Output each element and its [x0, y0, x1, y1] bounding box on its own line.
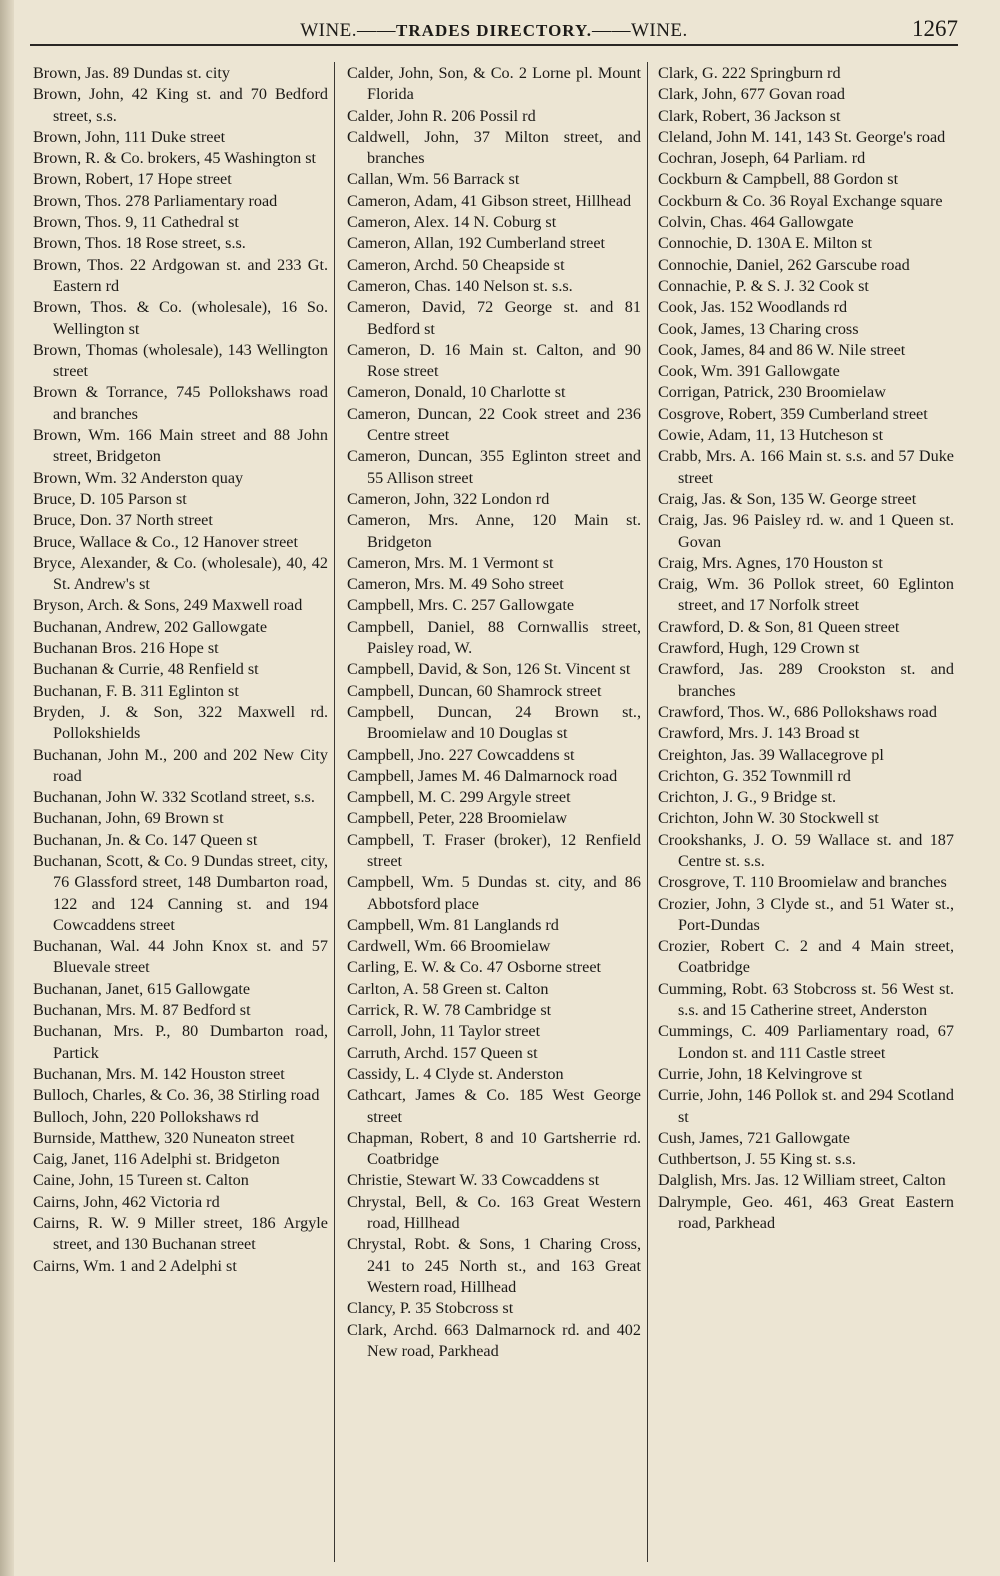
- directory-entry: Brown & Torrance, 745 Pollokshaws road and branches: [33, 383, 328, 423]
- directory-entry: Carling, E. W. & Co. 47 Osborne street: [347, 958, 602, 977]
- directory-entry: Buchanan, Jn. & Co. 147 Queen st: [33, 830, 258, 849]
- directory-entry: Bulloch, Charles, & Co. 36, 38 Stirling road: [33, 1086, 320, 1105]
- header-directory-title: TRADES DIRECTORY.: [396, 21, 592, 40]
- directory-entry: Cush, James, 721 Gallowgate: [658, 1128, 850, 1147]
- directory-entry: Cosgrove, Robert, 359 Cumberland street: [658, 404, 928, 423]
- directory-entry: Cook, James, 84 and 86 W. Nile street: [658, 340, 906, 359]
- directory-entry: Brown, Thos. 9, 11 Cathedral st: [33, 213, 239, 232]
- directory-entry: Campbell, Daniel, 88 Cornwallis street, Paisley road, W.: [347, 617, 641, 658]
- directory-entry: Crawford, Jas. 289 Crookston st. and branches: [658, 660, 954, 700]
- directory-entry: Campbell, Duncan, 60 Shamrock street: [347, 681, 602, 700]
- directory-entry: Carroll, John, 11 Taylor street: [347, 1022, 541, 1041]
- directory-entry: Chrystal, Bell, & Co. 163 Great Western road, Hillhead: [347, 1192, 641, 1233]
- directory-entry: Craig, Jas. & Son, 135 W. George street: [658, 489, 917, 508]
- directory-entry: Chrystal, Robt. & Sons, 1 Charing Cross, 241 to 245 North st., and 163 Great Western road, Hillhead: [347, 1235, 641, 1296]
- directory-entry: Cathcart, James & Co. 185 West George street: [347, 1086, 641, 1126]
- header-right-word: WINE.: [630, 20, 688, 41]
- directory-entry: Cleland, John M. 141, 143 St. George's road: [658, 127, 946, 146]
- directory-entry: Cameron, Duncan, 22 Cook street and 236 Centre street: [347, 404, 641, 445]
- directory-entry: Cook, James, 13 Charing cross: [658, 319, 859, 338]
- directory-entry: Buchanan, Janet, 615 Gallowgate: [33, 979, 251, 998]
- directory-entry: Buchanan, Mrs. M. 87 Bedford st: [33, 1001, 251, 1020]
- directory-entry: Cowie, Adam, 11, 13 Hutcheson st: [658, 426, 884, 445]
- directory-entry: Buchanan, John, 69 Brown st: [33, 809, 224, 828]
- directory-entry: Cameron, Donald, 10 Charlotte st: [347, 383, 566, 402]
- directory-entry: Dalglish, Mrs. Jas. 12 William street, Calton: [658, 1171, 946, 1190]
- directory-entry: Cardwell, Wm. 66 Broomielaw: [347, 937, 551, 956]
- directory-entry: Brown, John, 42 King st. and 70 Bedford street, s.s.: [33, 85, 328, 125]
- directory-entry: Clancy, P. 35 Stobcross st: [347, 1299, 514, 1318]
- directory-entry: Buchanan, Wal. 44 John Knox st. and 57 Bluevale street: [33, 937, 328, 977]
- directory-entry: Cameron, Mrs. M. 49 Soho street: [347, 575, 564, 594]
- running-header: [30, 14, 958, 46]
- directory-entry: Craig, Mrs. Agnes, 170 Houston st: [658, 553, 883, 572]
- directory-entry: Callan, Wm. 56 Barrack st: [347, 170, 520, 189]
- directory-entry: Crabb, Mrs. A. 166 Main st. s.s. and 57 Duke street: [658, 447, 954, 487]
- directory-entry: Craig, Wm. 36 Pollok street, 60 Eglinton street, and 17 Norfolk street: [658, 575, 954, 615]
- directory-entry: Cumming, Robt. 63 Stobcross st. 56 West st. s.s. and 15 Catherine street, Anderston: [658, 979, 954, 1020]
- directory-entry: Clark, G. 222 Springburn rd: [658, 64, 841, 82]
- directory-entry: Calder, John R. 206 Possil rd: [347, 106, 536, 125]
- directory-entry: Cook, Jas. 152 Woodlands rd: [658, 298, 848, 317]
- page-binding-edge: [0, 0, 14, 1576]
- directory-entry: Cairns, R. W. 9 Miller street, 186 Argyle street, and 130 Buchanan street: [33, 1214, 328, 1254]
- directory-entry: Brown, Thos. 22 Ardgowan st. and 233 Gt. Eastern rd: [33, 255, 328, 295]
- directory-entry: Connochie, Daniel, 262 Garscube road: [658, 255, 910, 274]
- directory-entry: Dalrymple, Geo. 461, 463 Great Eastern road, Parkhead: [658, 1192, 954, 1233]
- directory-entry: Caig, Janet, 116 Adelphi st. Bridgeton: [33, 1150, 280, 1169]
- directory-column-3: [647, 62, 958, 1562]
- directory-entry: Buchanan, John W. 332 Scotland street, s.s.: [33, 788, 315, 807]
- directory-entry: Brown, Thos. 18 Rose street, s.s.: [33, 234, 246, 253]
- directory-entry: Christie, Stewart W. 33 Cowcaddens st: [347, 1171, 600, 1190]
- directory-entry: Cuthbertson, J. 55 King st. s.s.: [658, 1150, 856, 1169]
- directory-entry: Bryden, J. & Son, 322 Maxwell rd. Pollokshields: [33, 702, 328, 743]
- directory-entry: Cockburn & Campbell, 88 Gordon st: [658, 170, 899, 189]
- directory-entry: Buchanan Bros. 216 Hope st: [33, 639, 219, 658]
- directory-entry: Buchanan, Mrs. M. 142 Houston street: [33, 1064, 285, 1083]
- directory-entry: Crozier, Robert C. 2 and 4 Main street, Coatbridge: [658, 937, 954, 977]
- directory-entry: Brown, Wm. 32 Anderston quay: [33, 468, 244, 487]
- directory-entry: Buchanan, F. B. 311 Eglinton st: [33, 681, 239, 700]
- directory-entry: Campbell, Jno. 227 Cowcaddens st: [347, 745, 575, 764]
- directory-entry: Brown, Robert, 17 Hope street: [33, 170, 232, 189]
- directory-entry: Connochie, D. 130A E. Milton st: [658, 234, 873, 253]
- directory-entry: Crawford, Hugh, 129 Crown st: [658, 639, 860, 658]
- directory-entry: Carruth, Archd. 157 Queen st: [347, 1043, 538, 1062]
- directory-entry: Creighton, Jas. 39 Wallacegrove pl: [658, 745, 884, 764]
- directory-entry: Brown, Thos. & Co. (wholesale), 16 So. Wellington st: [33, 298, 328, 338]
- header-left-word: WINE.: [300, 20, 358, 41]
- directory-entry: Clark, John, 677 Govan road: [658, 85, 846, 104]
- directory-entry: Crichton, G. 352 Townmill rd: [658, 766, 851, 785]
- directory-entry: Brown, Wm. 166 Main street and 88 John street, Bridgeton: [33, 426, 328, 466]
- directory-entry: Campbell, Wm. 81 Langlands rd: [347, 915, 559, 934]
- directory-entry: Cockburn & Co. 36 Royal Exchange square: [658, 191, 943, 210]
- directory-entry: Campbell, T. Fraser (broker), 12 Renfield street: [347, 830, 641, 870]
- directory-entry: Buchanan, John M., 200 and 202 New City road: [33, 745, 328, 785]
- directory-entry: Crawford, Thos. W., 686 Pollokshaws road: [658, 702, 937, 721]
- directory-entry: Clark, Archd. 663 Dalmarnock rd. and 402 New road, Parkhead: [347, 1320, 641, 1360]
- directory-entry: Craig, Jas. 96 Paisley rd. w. and 1 Queen st. Govan: [658, 511, 954, 551]
- directory-column-1: [30, 62, 334, 1562]
- directory-entry: Bruce, Don. 37 North street: [33, 511, 213, 530]
- directory-entry: Cameron, Chas. 140 Nelson st. s.s.: [347, 276, 573, 295]
- directory-entry: Buchanan & Currie, 48 Renfield st: [33, 660, 259, 679]
- directory-entry: Cook, Wm. 391 Gallowgate: [658, 362, 840, 381]
- directory-entry: Carrick, R. W. 78 Cambridge st: [347, 1001, 552, 1020]
- directory-entry: Cameron, Allan, 192 Cumberland street: [347, 234, 606, 253]
- directory-column-2: [334, 62, 647, 1562]
- directory-entry: Cochran, Joseph, 64 Parliam. rd: [658, 149, 866, 168]
- directory-entry: Brown, Thomas (wholesale), 143 Wellington street: [33, 340, 328, 381]
- directory-entry: Currie, John, 146 Pollok st. and 294 Scotland st: [658, 1086, 954, 1126]
- directory-entry: Brown, John, 111 Duke street: [33, 127, 226, 146]
- directory-entry: Cassidy, L. 4 Clyde st. Anderston: [347, 1064, 564, 1083]
- directory-entry: Bryce, Alexander, & Co. (wholesale), 40, 42 St. Andrew's st: [33, 553, 328, 594]
- directory-entry: Bruce, D. 105 Parson st: [33, 489, 187, 508]
- directory-entry: Brown, Thos. 278 Parliamentary road: [33, 191, 278, 210]
- directory-entry: Crawford, Mrs. J. 143 Broad st: [658, 724, 860, 743]
- directory-entry: Cummings, C. 409 Parliamentary road, 67 London st. and 111 Castle street: [658, 1022, 954, 1062]
- directory-entry: Chapman, Robert, 8 and 10 Gartsherrie rd. Coatbridge: [347, 1128, 641, 1169]
- directory-entry: Crichton, J. G., 9 Bridge st.: [658, 788, 837, 807]
- directory-entry: Brown, R. & Co. brokers, 45 Washington st: [33, 149, 317, 168]
- directory-entry: Carlton, A. 58 Green st. Calton: [347, 979, 549, 998]
- directory-entry: Buchanan, Scott, & Co. 9 Dundas street, city, 76 Glassford street, 148 Dumbarton road, 122 and 124 Canning st. and 194 Cowcaddens street: [33, 851, 328, 934]
- directory-entry: Campbell, Mrs. C. 257 Gallowgate: [347, 596, 575, 615]
- directory-entry: Crookshanks, J. O. 59 Wallace st. and 187 Centre st. s.s.: [658, 830, 954, 870]
- directory-entry: Campbell, Wm. 5 Dundas st. city, and 86 Abbotsford place: [347, 873, 641, 913]
- directory-entry: Campbell, David, & Son, 126 St. Vincent st: [347, 660, 631, 679]
- directory-entry: Crawford, D. & Son, 81 Queen street: [658, 617, 900, 636]
- directory-entry: Crosgrove, T. 110 Broomielaw and branches: [658, 873, 947, 892]
- directory-entry: Caldwell, John, 37 Milton street, and branches: [347, 127, 641, 168]
- directory-entry: Bruce, Wallace & Co., 12 Hanover street: [33, 532, 298, 551]
- directory-entry: Cameron, Mrs. M. 1 Vermont st: [347, 553, 554, 572]
- directory-entry: Connachie, P. & S. J. 32 Cook st: [658, 276, 869, 295]
- directory-entry: Cameron, Adam, 41 Gibson street, Hillhead: [347, 191, 632, 210]
- directory-entry: Campbell, Duncan, 24 Brown st., Broomielaw and 10 Douglas st: [347, 702, 641, 743]
- directory-entry: Corrigan, Patrick, 230 Broomielaw: [658, 383, 886, 402]
- directory-entry: Crozier, John, 3 Clyde st., and 51 Water st., Port-Dundas: [658, 894, 954, 934]
- directory-entry: Campbell, Peter, 228 Broomielaw: [347, 809, 568, 828]
- directory-entry: Caine, John, 15 Tureen st. Calton: [33, 1171, 249, 1190]
- directory-entry: Colvin, Chas. 464 Gallowgate: [658, 213, 854, 232]
- directory-entry: Clark, Robert, 36 Jackson st: [658, 106, 841, 125]
- directory-entry: Cairns, Wm. 1 and 2 Adelphi st: [33, 1256, 237, 1275]
- directory-entry: Crichton, John W. 30 Stockwell st: [658, 809, 879, 828]
- directory-entry: Buchanan, Andrew, 202 Gallowgate: [33, 617, 268, 636]
- page-number: 1267: [912, 16, 958, 41]
- directory-entry: Bryson, Arch. & Sons, 249 Maxwell road: [33, 596, 303, 615]
- directory-entry: Cameron, Alex. 14 N. Coburg st: [347, 213, 557, 232]
- directory-entry: Cameron, D. 16 Main st. Calton, and 90 Rose street: [347, 340, 641, 381]
- directory-entry: Brown, Jas. 89 Dundas st. city: [33, 64, 230, 82]
- directory-entry: Currie, John, 18 Kelvingrove st: [658, 1064, 863, 1083]
- directory-entry: Campbell, M. C. 299 Argyle street: [347, 788, 571, 807]
- directory-entry: Cameron, Mrs. Anne, 120 Main st. Bridgeton: [347, 511, 641, 551]
- directory-entry: Calder, John, Son, & Co. 2 Lorne pl. Mount Florida: [347, 64, 641, 104]
- directory-entry: Cairns, John, 462 Victoria rd: [33, 1192, 220, 1211]
- directory-entry: Cameron, Archd. 50 Cheapside st: [347, 255, 565, 274]
- directory-entry: Cameron, David, 72 George st. and 81 Bedford st: [347, 298, 641, 338]
- directory-entry: Bulloch, John, 220 Pollokshaws rd: [33, 1107, 259, 1126]
- directory-entry: Campbell, James M. 46 Dalmarnock road: [347, 766, 618, 785]
- header-title: WINE.——TRADES DIRECTORY.——WINE.: [300, 20, 688, 41]
- directory-entry: Cameron, John, 322 London rd: [347, 489, 550, 508]
- directory-entry: Buchanan, Mrs. P., 80 Dumbarton road, Partick: [33, 1022, 328, 1062]
- directory-entry: Burnside, Matthew, 320 Nuneaton street: [33, 1128, 295, 1147]
- directory-columns: [30, 62, 958, 1562]
- directory-entry: Cameron, Duncan, 355 Eglinton street and 55 Allison street: [347, 447, 641, 487]
